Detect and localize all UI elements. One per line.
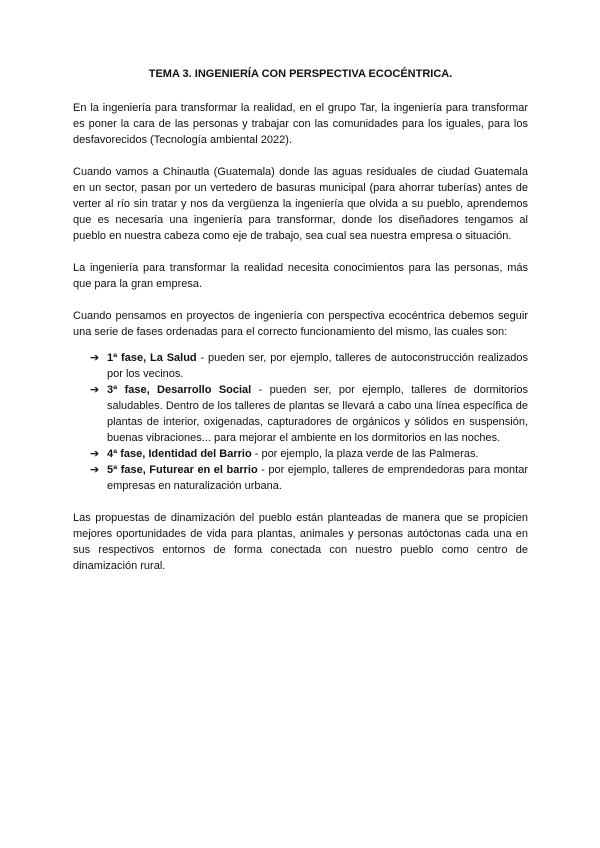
document-page bbox=[73, 66, 528, 590]
phase-name: 1ª fase, La Salud bbox=[107, 352, 197, 364]
list-item bbox=[90, 350, 528, 382]
arrow-right-icon: ➔ bbox=[90, 352, 100, 364]
phases-list bbox=[73, 350, 528, 494]
arrow-right-icon: ➔ bbox=[90, 448, 100, 460]
phase-name: 3ª fase, Desarrollo Social bbox=[107, 384, 252, 396]
document-title: TEMA 3. INGENIERÍA CON PERSPECTIVA ECOCÉNTRICA. bbox=[148, 68, 453, 80]
closing-paragraph: Las propuestas de dinamización del pueblo están planteadas de manera que se propicien mejores oportunidades de vida para plantas, animales y personas autóctonas cada una en sus respectivos entornos de forma conectada con nuestro pueblo como centro de dinamización rural. bbox=[73, 512, 528, 572]
phase-description: - por ejemplo, la plaza verde de las Palmeras. bbox=[251, 448, 479, 460]
list-item bbox=[90, 446, 528, 462]
arrow-right-icon: ➔ bbox=[90, 464, 100, 476]
chinautla-paragraph: Cuando vamos a Chinautla (Guatemala) donde las aguas residuales de ciudad Guatemala en un sector, pasan por un vertedero de basuras municipal (para ahorrar tuberías) antes de verter al río sin tratar y nos da vergüenza la ingeniería que olvida a su pueblo, aprendemos que es necesaria una ingeniería para transformar, donde los diseñadores tengamos al pueblo en nuestra cabeza como eje de trabajo, sea cual sea nuestra empresa o situación. bbox=[73, 166, 528, 242]
phase-description: - pueden ser, por ejemplo, talleres de autoconstrucción realizados por los vecinos. bbox=[107, 352, 529, 380]
phases-intro-paragraph: Cuando pensamos en proyectos de ingeniería con perspectiva ecocéntrica debemos seguir una serie de fases ordenadas para el correcto funcionamiento del mismo, las cuales son: bbox=[73, 310, 528, 338]
phase-description: - pueden ser, por ejemplo, talleres de dormitorios saludables. Dentro de los talleres de plantas se llevará a cabo una línea específica de plantas de interior, oxigenadas, capturadores de orgánicos y sólidos en suspensión, buenas vibraciones... para mejorar el ambiente en los dormitorios en las noches. bbox=[107, 384, 528, 444]
knowledge-paragraph: La ingeniería para transformar la realidad necesita conocimientos para las personas, más que para la gran empresa. bbox=[73, 262, 528, 290]
list-item bbox=[90, 462, 528, 494]
arrow-right-icon: ➔ bbox=[90, 384, 100, 396]
phase-name: 4ª fase, Identidad del Barrio bbox=[107, 448, 252, 460]
phase-name: 5ª fase, Futurear en el barrio bbox=[107, 464, 258, 476]
intro-paragraph: En la ingeniería para transformar la realidad, en el grupo Tar, la ingeniería para transformar es poner la cara de las personas y trabajar con las comunidades para los iguales, para los desfavorecidos (Tecnología ambiental 2022). bbox=[73, 102, 528, 146]
phase-description: - por ejemplo, talleres de emprendedoras para montar empresas en naturalización urbana. bbox=[107, 464, 528, 492]
list-item bbox=[90, 382, 528, 446]
